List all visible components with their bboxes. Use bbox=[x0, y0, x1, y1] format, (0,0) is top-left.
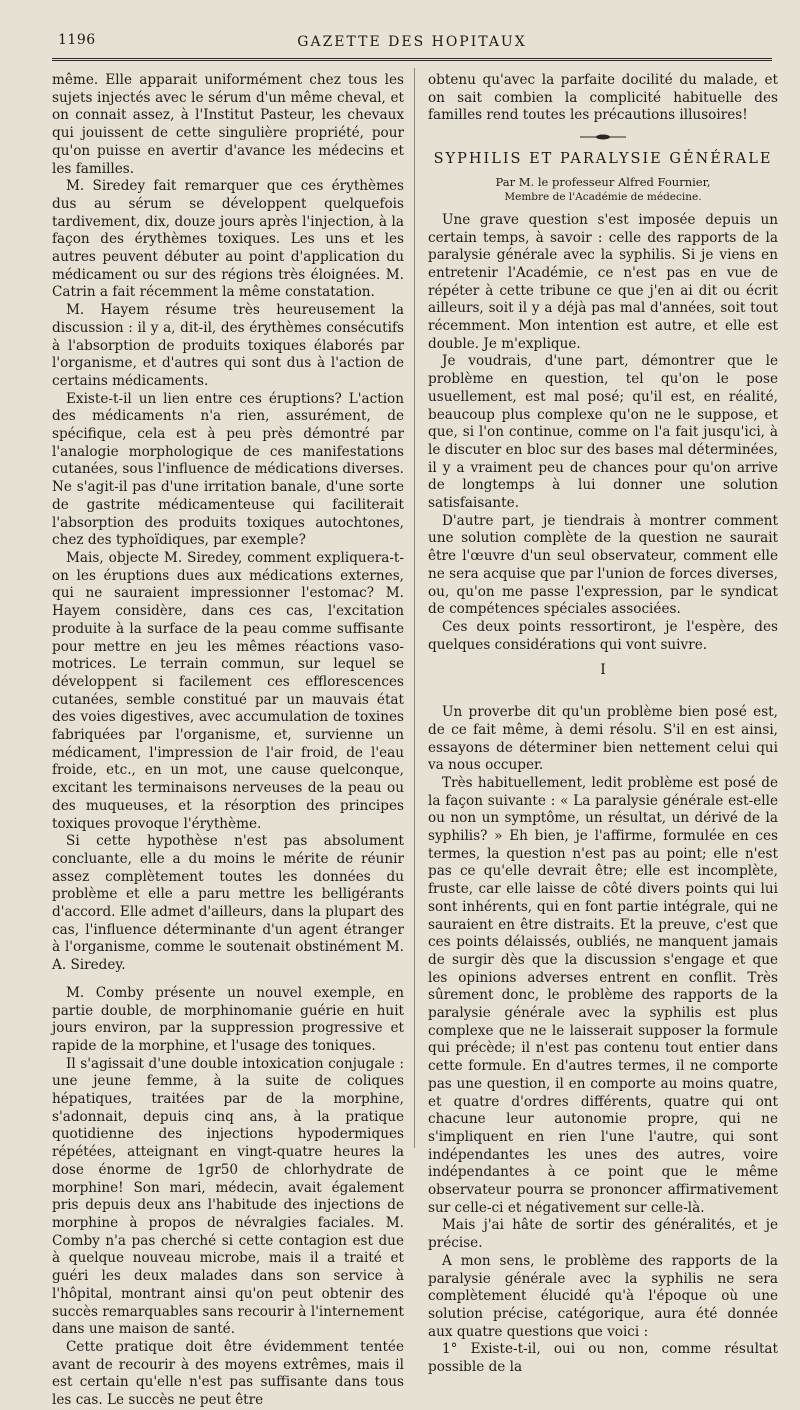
author-affiliation: Membre de l'Académie de médecine. bbox=[504, 190, 702, 203]
running-title: GAZETTE DES HOPITAUX bbox=[297, 34, 527, 50]
paragraph: Si cette hypothèse n'est pas absolument concluante, elle a du moins le mérite de réunir assez complètement toutes les données du problème et elle a paru mettre les belligérants d'accord. Elle admet d'ailleurs, dans la plupart des cas, l'influence déterminante d'un agent étranger à l'organisme, comme le soutenait obstinément M. A. Siredey. bbox=[52, 833, 404, 974]
paragraph: Il s'agissait d'une double intoxication conjugale : une jeune femme, à la suite de coliques hépatiques, traitées par de la morphine, s'adonnait, depuis cinq ans, à la pratique quotidienne des injections hypodermiques répétées, atteignant en vingt-quatre heures la dose énorme de 1gr50 de chlorhydrate de morphine! Son mari, médecin, avait également pris depuis deux ans l'habitude des injections de morphine à propos de névralgies faciales. M. Comby n'a pas cherché si cette contagion est due à quelque nouveau microbe, mais il a traité et guéri les deux malades dans son service à l'hôpital, montrant ainsi qu'on peut obtenir des succès remarquables sans recourir à l'internement dans une maison de santé. bbox=[52, 1055, 404, 1338]
paragraph: M. Hayem résume très heureusement la discussion : il y a, dit-il, des érythèmes consécutifs à l'absorption de produits toxiques élaborés par l'organisme, et d'autres qui sont dus à l'action de certains médicaments. bbox=[52, 302, 404, 389]
paragraph: Ces deux points ressortiront, je l'espère, des quelques considérations qui vont suivre. bbox=[428, 618, 778, 653]
paragraph: Mais j'ai hâte de sortir des généralités, et je précise. bbox=[428, 1217, 778, 1252]
paragraph: A mon sens, le problème des rapports de la paralysie générale avec la syphilis ne sera complètement élucidé qu'à l'époque où une solution précise, catégorique, aura été donnée aux quatre questions que voici : bbox=[428, 1252, 778, 1340]
page-number: 1196 bbox=[58, 32, 96, 48]
paragraph: Une grave question s'est imposée depuis un certain temps, à savoir : celle des rapports de la paralysie générale avec la syphilis. Si je viens en entretenir l'Académie, ce n'est pas en vue de répéter à cette tribune ce que j'en ai dit ou écrit ailleurs, soit il y a déjà pas mal d'années, soit tout récemment. Mon intention est autre, et elle est double. Je m'explique. bbox=[428, 211, 778, 352]
page-header bbox=[52, 30, 772, 61]
paragraph: obtenu qu'avec la parfaite docilité du malade, et on sait combien la complicité habituelle des familles rend toutes les précautions illusoires! bbox=[428, 72, 778, 124]
paragraph: Un proverbe dit qu'un problème bien posé est, de ce fait même, à demi résolu. S'il en est ainsi, essayons de déterminer bien nettement celui qui va nous occuper. bbox=[428, 704, 778, 774]
column-divider bbox=[414, 68, 415, 1148]
section-number: I bbox=[600, 662, 606, 679]
paragraph: M. Comby présente un nouvel exemple, en partie double, de morphinomanie guérie en huit jours environ, par la suppression progressive et rapide de la morphine, et l'usage des toniques. bbox=[52, 984, 404, 1054]
paragraph: 1° Existe-t-il, oui ou non, comme résultat possible de la bbox=[428, 1341, 778, 1376]
paragraph: Très habituellement, ledit problème est posé de la façon suivante : « La paralysie générale est-elle ou non un symptôme, un résultat, un dérivé de la syphilis? » Eh bien, je l'affirme, formulée en ces termes, la question n'est pas au point; elle n'est pas ce qu'elle devrait être; elle est incomplète, fruste, car elle laisse de côté divers points qui lui sont inhérents, qui en font partie intégrale, qui ne sauraient en être distraits. Et la preuve, c'est que ces points délaissés, oubliés, ne manquent jamais de surgir dès que la discussion s'engage et que les opinions adverses entrent en conflit. Très sûrement donc, le problème des rapports de la paralysie générale avec la syphilis est plus complexe que ne le laisserait supposer la formule qui précède; il n'est pas contenu tout entier dans cette formule. En d'autres termes, il ne comporte pas une question, il en comporte au moins quatre, et quatre d'ordres différents, quatre qui ont chacune leur autonomie propre, qui ne s'impliquent en rien l'une l'autre, qui sont indépendantes les unes des autres, voire indépendantes à ce point que le même observateur pourra se prononcer affirmativement sur celle-ci et négativement sur celle-là. bbox=[428, 774, 778, 1216]
left-column bbox=[52, 72, 404, 1410]
article-byline: Par M. le professeur Alfred Fournier, bbox=[495, 174, 711, 189]
paragraph: Mais, objecte M. Siredey, comment expliquera-t-on les éruptions dues aux médications externes, qui ne sauraient impressionner l'estomac? M. Hayem considère, dans ces cas, l'excitation produite à la surface de la peau comme suffisante pour mettre en jeu les mêmes réactions vaso-motrices. Le terrain commun, sur lequel se développent si facilement ces efflorescences cutanées, semble constitué par un mauvais état des voies digestives, avec accumulation de toxines fabriquées par l'organisme, et, survienne un médicament, l'impression de l'air froid, de l'eau froide, etc., en un mot, une cause quelconque, excitant les terminaisons nerveuses de la peau ou des muqueuses, et la résorption des principes toxiques provoque l'érythème. bbox=[52, 549, 404, 832]
ornament-divider bbox=[580, 133, 626, 141]
paragraph: Existe-t-il un lien entre ces éruptions? L'action des médicaments n'a rien, assurément, de spécifique, cela est à peu près démontré par l'analogie morphologique de ces manifestations cutanées, sous l'influence de médications diverses. Ne s'agit-il pas d'une irritation banale, d'une sorte de gastrite médicamenteuse qui faciliterait l'absorption des produits toxiques autochtones, chez des typhoïdiques, par exemple? bbox=[52, 390, 404, 549]
paragraph: D'autre part, je tiendrais à montrer comment une solution complète de la question ne saurait être l'œuvre d'un seul observateur, comment elle ne sera acquise que par l'union de forces diverses, ou, qu'on me passe l'expression, par le syndicat de compétences spéciales associées. bbox=[428, 512, 778, 618]
paragraph: M. Siredey fait remarquer que ces érythèmes dus au sérum se développent quelquefois tardivement, dix, douze jours après l'injection, à la façon des érythèmes toxiques. Les uns et les autres peuvent débuter au point d'application du médicament ou sur des régions très éloignées. M. Catrin a fait récemment la même constatation. bbox=[52, 178, 404, 301]
paragraph: même. Elle apparait uniformément chez tous les sujets injectés avec le sérum d'un même cheval, et on connait assez, à l'Institut Pasteur, les chevaux qui jouissent de cette singulière propriété, pour qu'on puisse en avertir d'avance les médecins et les familles. bbox=[52, 72, 404, 177]
section-spacer bbox=[428, 686, 778, 704]
article-title: SYPHILIS ET PARALYSIE GÉNÉRALE bbox=[433, 151, 773, 168]
paragraph: Je voudrais, d'une part, démontrer que le problème en question, tel qu'on le pose usuellement, est mal posé; qu'il est, en réalité, beaucoup plus complexe qu'on ne le suppose, et que, si l'on continue, comme on l'a fait jusqu'ici, à le discuter en bloc sur des bases mal déterminées, il y a vraiment peu de chances pour qu'on arrive de longtemps à lui donner une solution satisfaisante. bbox=[428, 353, 778, 512]
paragraph: Cette pratique doit être évidemment tentée avant de recourir à des moyens extrêmes, mais il est certain qu'elle n'est pas suffisante dans tous les cas. Le succès ne peut être bbox=[52, 1338, 404, 1409]
right-column bbox=[428, 72, 778, 1377]
